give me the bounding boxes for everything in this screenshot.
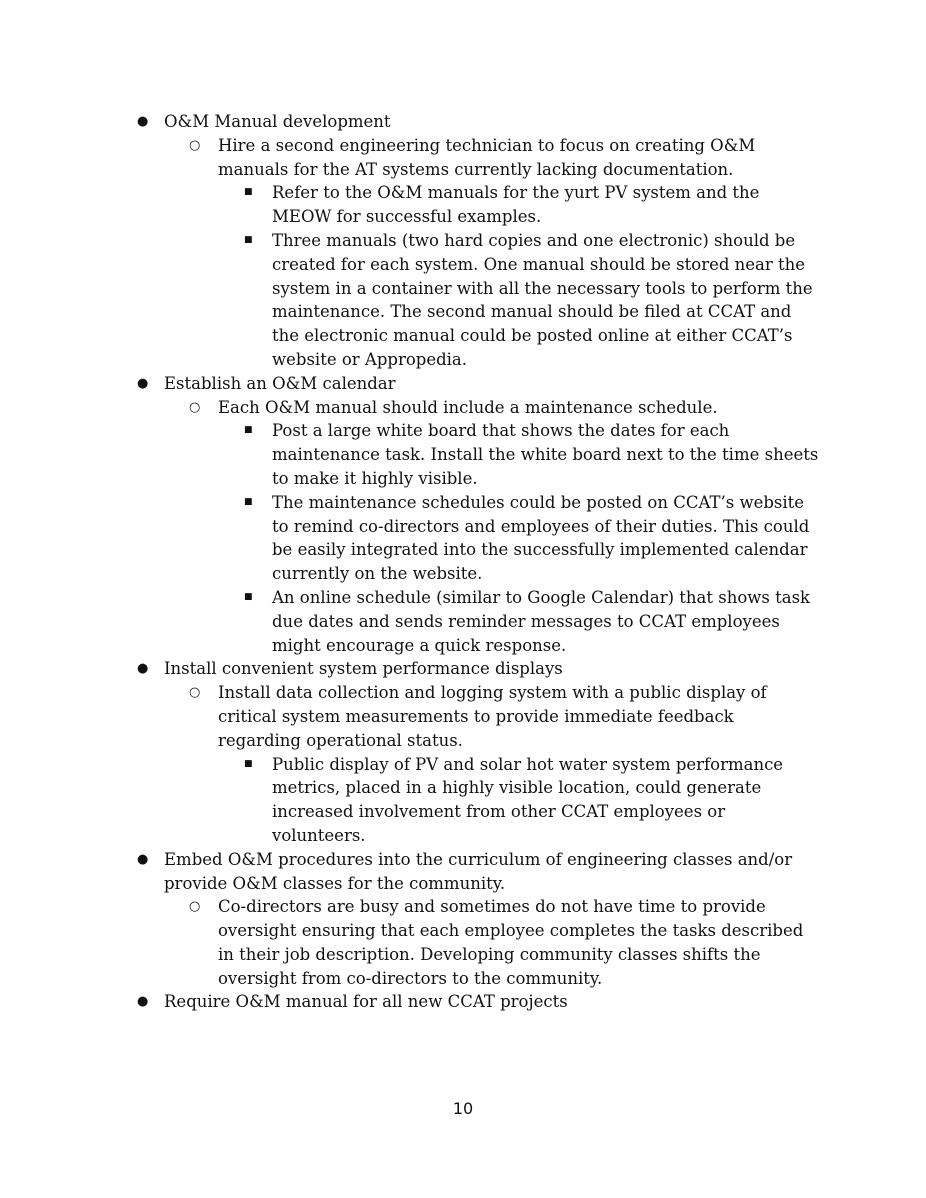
bullet-disc-icon: ● <box>137 851 149 867</box>
sub-bullet-hire-technician <box>0 134 818 182</box>
sub-bullet-text: Co-directors are busy and sometimes do not have time to provide oversight ensuring that each employee completes the tasks described in their job description. Developing community classes shifts the oversight from co-directors to the community. <box>218 897 804 988</box>
sub-bullet-data-collection <box>0 681 818 752</box>
sub-bullet-text: Hire a second engineering technician to focus on creating O&M manuals for the AT systems currently lacking documentation. <box>218 135 756 179</box>
bullet-require-manual <box>0 990 824 1014</box>
bullet-square-icon: ■ <box>244 591 253 602</box>
bullet-text: Require O&M manual for all new CCAT projects <box>164 992 568 1012</box>
bullet-om-calendar <box>0 372 824 396</box>
bullet-disc-icon: ● <box>137 994 149 1010</box>
sub-bullet-co-directors <box>0 895 818 990</box>
bullet-text: Install convenient system performance displays <box>164 659 563 679</box>
bullet-square-icon: ■ <box>244 234 253 245</box>
sub-sub-bullet-text: Post a large white board that shows the dates for each maintenance task. Install the white board next to the time sheets to make it highly visible. <box>272 421 819 488</box>
sub-sub-bullet-text: Public display of PV and solar hot water system performance metrics, placed in a highly visible location, could generate increased involvement from other CCAT employees or volunteers. <box>272 754 784 845</box>
sub-sub-bullet-website-schedules <box>0 491 820 586</box>
sub-sub-bullet-three-manuals <box>0 229 820 372</box>
bullet-disc-icon: ● <box>137 375 149 391</box>
bullet-disc-icon: ● <box>137 661 149 677</box>
sub-sub-bullet-text: The maintenance schedules could be posted on CCAT’s website to remind co-directors and employees of their duties. This could be easily integrated into the successfully implemented calendar currently on the website. <box>272 492 810 584</box>
bullet-circle-icon: ○ <box>189 685 201 701</box>
bullet-square-icon: ■ <box>244 758 253 769</box>
sub-sub-bullet-white-board <box>0 419 820 490</box>
recommendations-list <box>0 110 926 1014</box>
bullet-embed-procedures <box>0 848 824 896</box>
bullet-square-icon: ■ <box>244 187 253 198</box>
bullet-circle-icon: ○ <box>189 899 201 915</box>
sub-sub-bullet-text: Three manuals (two hard copies and one electronic) should be created for each system. One manual should be stored near the system in a container with all the necessary tools to perform the maintenance. The second manual should be filed at CCAT and the electronic manual could be posted online at either CCAT’s website or Appropedia. <box>272 230 813 369</box>
bullet-square-icon: ■ <box>244 425 253 436</box>
bullet-square-icon: ■ <box>244 496 253 507</box>
bullet-om-manual-development <box>0 110 824 134</box>
bullet-circle-icon: ○ <box>189 137 201 153</box>
sub-bullet-text: Each O&M manual should include a maintenance schedule. <box>218 397 718 417</box>
bullet-performance-displays <box>0 657 824 681</box>
sub-bullet-text: Install data collection and logging system with a public display of critical system measurements to provide immediate feedback regarding operational status. <box>218 683 767 750</box>
sub-sub-bullet-text: Refer to the O&M manuals for the yurt PV system and the MEOW for successful examples. <box>272 183 760 227</box>
sub-sub-bullet-public-display <box>0 753 820 848</box>
bullet-disc-icon: ● <box>137 114 149 129</box>
sub-sub-bullet-online-schedule <box>0 586 820 657</box>
bullet-text: O&M Manual development <box>164 112 391 131</box>
bullet-text: Establish an O&M calendar <box>164 373 396 393</box>
page-number: 10 <box>452 1099 474 1118</box>
sub-sub-bullet-refer-manuals <box>0 181 820 229</box>
bullet-text: Embed O&M procedures into the curriculum of engineering classes and/or provide O&M classes for the community. <box>164 849 793 893</box>
bullet-circle-icon: ○ <box>189 399 201 415</box>
sub-bullet-maintenance-schedule <box>0 396 818 420</box>
sub-sub-bullet-text: An online schedule (similar to Google Calendar) that shows task due dates and sends reminder messages to CCAT employees might encourage a quick response. <box>272 587 811 655</box>
